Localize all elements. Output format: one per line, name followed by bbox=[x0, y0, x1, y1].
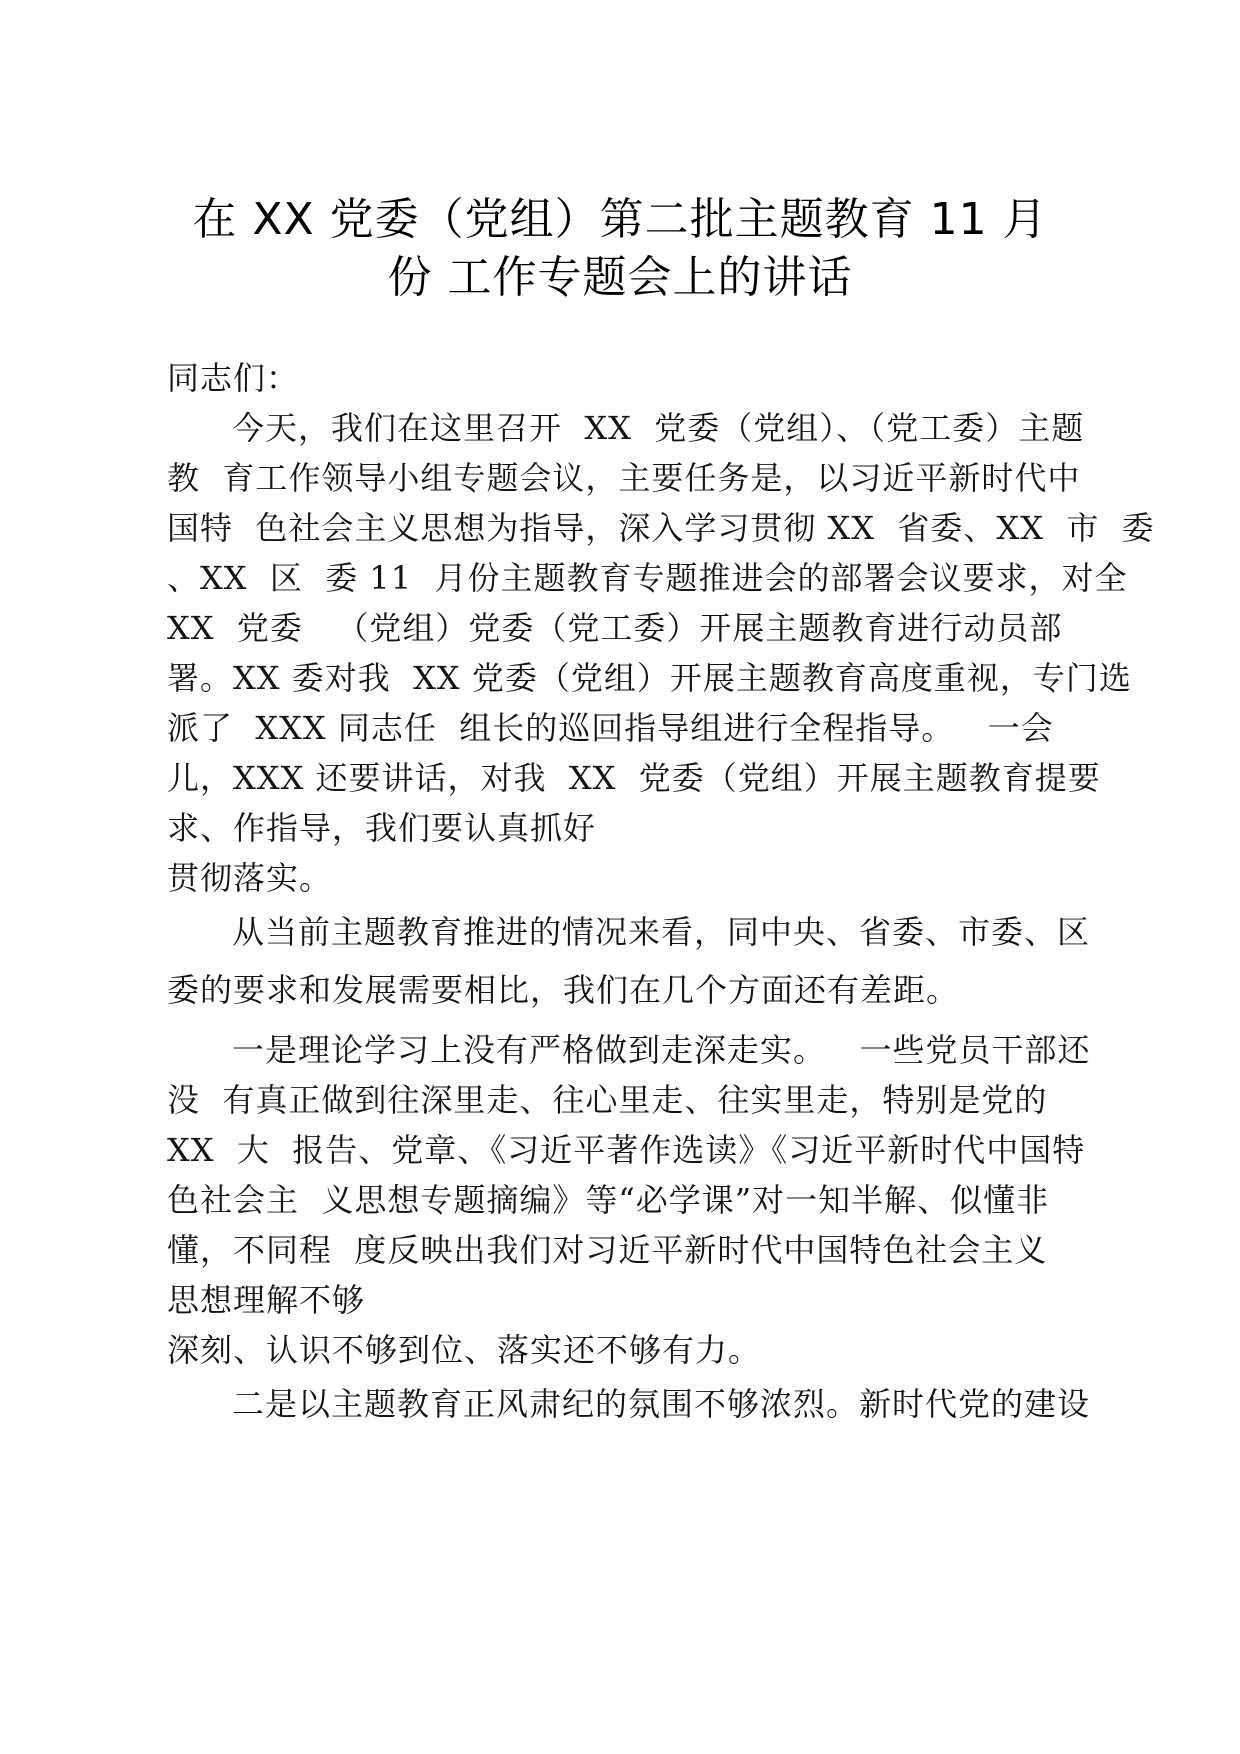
paragraph-line: 教 育工作领导小组专题会议，主要任务是，以习近平新时代中 bbox=[167, 459, 1081, 497]
paragraph-line: XX 党委 （党组）党委（党工委）开展主题教育进行动员部 bbox=[167, 609, 1063, 647]
paragraph-line: 色社会主 义思想专题摘编》等“必学课”对一知半解、似懂非 bbox=[167, 1181, 1050, 1219]
paragraph-line: 思想理解不够 bbox=[167, 1281, 366, 1319]
paragraph-line: 委的要求和发展需要相比，我们在几个方面还有差距。 bbox=[167, 971, 960, 1009]
paragraph-line: XX 大 报告、党章、《习近平著作选读》《习近平新时代中国特 bbox=[167, 1131, 1086, 1169]
paragraph-line: 署。XX 委对我 XX 党委（党组）开展主题教育高度重视，专门选 bbox=[167, 659, 1132, 697]
paragraph-line: 贯彻落实。 bbox=[167, 859, 333, 897]
salutation: 同志们： bbox=[167, 359, 300, 397]
paragraph-line: 一是理论学习上没有严格做到走深走实。 一些党员干部还 bbox=[232, 1031, 1091, 1069]
paragraph-line: 、XX 区 委 11 月份主题教育专题推进会的部署会议要求，对全 bbox=[167, 559, 1128, 597]
paragraph-line: 二是以主题教育正风肃纪的氛围不够浓烈。新时代党的建设 bbox=[232, 1385, 1091, 1423]
document-title-line-1: 在 XX 党委（党组）第二批主题教育 11 月 bbox=[192, 194, 1048, 245]
paragraph-line: 今天，我们在这里召开 XX 党委（党组）、（党工委）主题 bbox=[232, 409, 1085, 447]
paragraph-line: 深刻、认识不够到位、落实还不够有力。 bbox=[167, 1331, 762, 1369]
document-title-line-2: 份 工作专题会上的讲话 bbox=[387, 252, 853, 303]
paragraph-line: 国特 色社会主义思想为指导，深入学习贯彻 XX 省委、XX 市 委 bbox=[167, 509, 1155, 547]
paragraph-line: 儿，XXX 还要讲话，对我 XX 党委（党组）开展主题教育提要 bbox=[167, 759, 1101, 797]
paragraph-line: 懂，不同程 度反映出我们对习近平新时代中国特色社会主义 bbox=[167, 1231, 1048, 1269]
paragraph-line: 从当前主题教育推进的情况来看，同中央、省委、市委、区 bbox=[232, 913, 1091, 951]
paragraph-line: 派了 XXX 同志任 组长的巡回指导组进行全程指导。 一会 bbox=[167, 709, 1054, 747]
paragraph-line: 没 有真正做到往深里走、往心里走、往实里走，特别是党的 bbox=[167, 1081, 1048, 1119]
paragraph-line: 求、作指导，我们要认真抓好 bbox=[167, 809, 597, 847]
